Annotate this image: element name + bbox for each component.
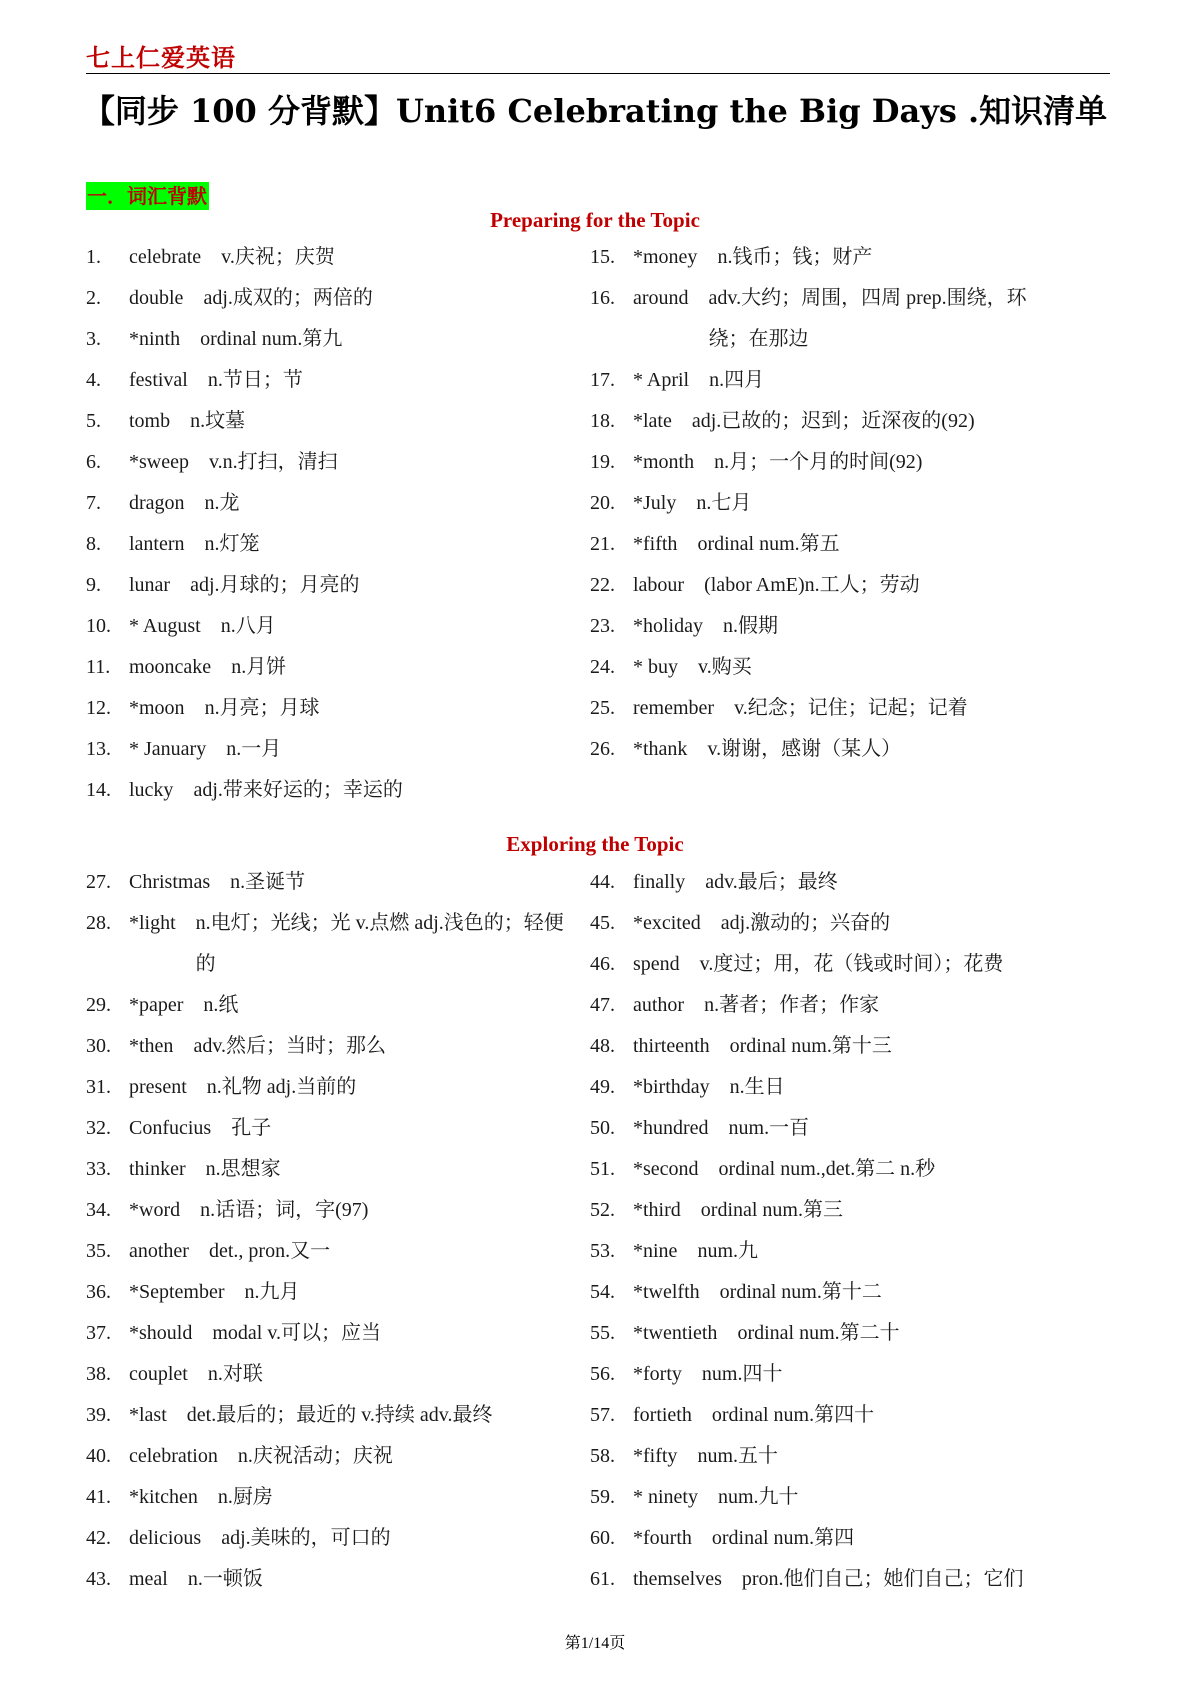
vocab-word: fortieth	[633, 1404, 692, 1426]
vocab-item	[86, 862, 566, 903]
vocab-word: celebration	[129, 1445, 218, 1467]
vocab-item	[86, 1559, 566, 1600]
vocab-item	[590, 606, 1060, 647]
vocab-word: *moon	[129, 697, 185, 719]
vocab-number: 44.	[590, 871, 615, 893]
vocab-definition: n.圣诞节	[230, 871, 306, 893]
vocab-definition: n.节日；节	[207, 369, 303, 391]
vocab-number: 49.	[590, 1076, 615, 1098]
vocab-definition: n.月；一个月的时间(92)	[714, 451, 923, 473]
vocab-item	[590, 1395, 1060, 1436]
vocab-number: 34.	[86, 1199, 111, 1221]
vocab-word: another	[129, 1240, 189, 1262]
vocab-item	[86, 1026, 566, 1067]
vocab-word: delicious	[129, 1527, 202, 1549]
vocab-item	[590, 401, 1060, 442]
vocab-definition: n.九月	[244, 1281, 300, 1303]
vocab-word: *September	[129, 1281, 225, 1303]
vocab-word: meal	[129, 1568, 168, 1590]
vocab-definition: adj.带来好运的；幸运的	[193, 779, 403, 801]
vocab-definition: n.假期	[723, 615, 778, 637]
vocab-word: *second	[633, 1158, 699, 1180]
vocab-word: mooncake	[129, 656, 212, 678]
vocab-word: *July	[633, 492, 677, 514]
vocab-definition: n.月饼	[231, 656, 287, 678]
vocab-definition: num.一百	[728, 1117, 810, 1139]
vocab-number: 29.	[86, 994, 111, 1016]
vocab-item	[86, 985, 566, 1026]
vocab-word: themselves	[633, 1568, 722, 1590]
vocab-word: thirteenth	[633, 1035, 710, 1057]
vocab-definition: ordinal num.第五	[697, 533, 840, 555]
vocab-definition: n.一顿饭	[187, 1568, 263, 1590]
vocab-definition: n.厨房	[217, 1486, 273, 1508]
vocab-definition: n.庆祝活动；庆祝	[237, 1445, 393, 1467]
vocab-number: 52.	[590, 1199, 615, 1221]
vocab-definition: n.话语；词，字(97)	[200, 1199, 369, 1221]
vocab-definition: n.思想家	[205, 1158, 281, 1180]
vocab-number: 61.	[590, 1568, 615, 1590]
vocab-number: 30.	[86, 1035, 111, 1057]
vocab-word: *should	[129, 1322, 193, 1344]
vocab-definition: n.八月	[220, 615, 276, 637]
vocab-definition: adj.已故的；迟到；近深夜的(92)	[691, 410, 975, 432]
vocab-item	[590, 944, 1060, 985]
vocab-word: spend	[633, 953, 680, 975]
vocab-word: remember	[633, 697, 715, 719]
vocab-number: 38.	[86, 1363, 111, 1385]
vocab-number: 32.	[86, 1117, 111, 1139]
vocab-definition: ordinal num.第九	[200, 328, 343, 350]
vocab-definition: modal v.可以；应当	[212, 1322, 382, 1344]
vocab-word: *then	[129, 1035, 174, 1057]
vocab-item	[86, 688, 586, 729]
vocab-item	[590, 1518, 1060, 1559]
vocab-definition: v.度过；用，花（钱或时间）；花费	[699, 953, 1004, 975]
vocab-item	[86, 729, 586, 770]
vocab-definition: adj.美味的，可口的	[221, 1527, 391, 1549]
page-number: 第1/14页	[564, 1635, 626, 1652]
vocab-number: 2.	[86, 287, 101, 309]
vocab-word: *holiday	[633, 615, 703, 637]
vocab-number: 17.	[590, 369, 615, 391]
vocab-item	[86, 1108, 566, 1149]
vocab-word: present	[129, 1076, 187, 1098]
vocab-item	[86, 1149, 566, 1190]
vocab-definition: adv.然后；当时；那么	[193, 1035, 387, 1057]
vocab-word: celebrate	[129, 246, 202, 268]
vocab-word: *fourth	[633, 1527, 692, 1549]
vocab-item	[86, 1190, 566, 1231]
document-title: 【同步 100 分背默】Unit6 Celebrating the Big Days .知识清单	[82, 92, 1108, 130]
vocab-number: 1.	[86, 246, 101, 268]
section-heading-vocabulary: 一．词汇背默	[87, 184, 207, 208]
vocab-item	[86, 647, 586, 688]
vocab-item	[86, 1436, 566, 1477]
vocab-item	[590, 729, 1060, 770]
vocab-item	[86, 442, 586, 483]
vocab-number: 51.	[590, 1158, 615, 1180]
vocab-word: *third	[633, 1199, 681, 1221]
vocab-column-left	[86, 862, 566, 1600]
vocab-item	[590, 360, 1060, 401]
vocab-item	[590, 1067, 1060, 1108]
vocab-word: finally	[633, 871, 686, 893]
vocab-item	[590, 1272, 1060, 1313]
vocab-item	[590, 1559, 1060, 1600]
vocab-word: *twelfth	[633, 1281, 700, 1303]
vocab-word: *sweep	[129, 451, 189, 473]
vocab-item	[86, 1272, 566, 1313]
vocab-item	[590, 483, 1060, 524]
vocab-number: 22.	[590, 574, 615, 596]
vocab-number: 33.	[86, 1158, 111, 1180]
vocab-word: couplet	[129, 1363, 188, 1385]
vocab-number: 28.	[86, 912, 111, 934]
vocab-definition: n.四月	[709, 369, 765, 391]
vocab-number: 59.	[590, 1486, 615, 1508]
vocab-number: 25.	[590, 697, 615, 719]
vocab-definition: num.九	[697, 1240, 758, 1262]
vocab-item	[590, 524, 1060, 565]
vocab-definition: n.钱币；钱；财产	[717, 246, 873, 268]
vocab-number: 7.	[86, 492, 101, 514]
vocab-item	[590, 237, 1060, 278]
vocab-number: 41.	[86, 1486, 111, 1508]
vocab-word: *late	[633, 410, 672, 432]
vocab-word: dragon	[129, 492, 185, 514]
vocab-word: *thank	[633, 738, 688, 760]
subsection-title-exploring: Exploring the Topic	[506, 832, 684, 856]
vocab-word: tomb	[129, 410, 171, 432]
vocab-word: *light	[129, 912, 176, 934]
vocab-item	[590, 862, 1060, 903]
vocab-item	[590, 1477, 1060, 1518]
vocab-item	[86, 606, 586, 647]
vocab-number: 14.	[86, 779, 111, 801]
vocab-word: *forty	[633, 1363, 682, 1385]
vocab-number: 23.	[590, 615, 615, 637]
vocab-number: 5.	[86, 410, 101, 432]
vocab-definition: adj.激动的；兴奋的	[720, 912, 891, 934]
vocab-word: *paper	[129, 994, 184, 1016]
vocab-word: * April	[633, 369, 690, 391]
vocab-word: *excited	[633, 912, 701, 934]
vocab-column-right	[590, 237, 1060, 770]
vocab-number: 13.	[86, 738, 111, 760]
vocab-definition: ordinal num.第四十	[711, 1404, 875, 1426]
vocab-definition: adj.月球的；月亮的	[190, 574, 360, 596]
vocab-number: 11.	[86, 656, 111, 678]
vocab-item	[86, 1477, 566, 1518]
vocab-number: 8.	[86, 533, 101, 555]
vocab-item	[86, 278, 586, 319]
vocab-definition: adj.成双的；两倍的	[203, 287, 373, 309]
vocab-item	[590, 688, 1060, 729]
vocab-number: 42.	[86, 1527, 111, 1549]
vocab-definition: n.纸	[203, 994, 239, 1016]
vocab-column-left	[86, 237, 586, 811]
vocab-item	[86, 565, 586, 606]
vocab-item	[590, 1354, 1060, 1395]
vocab-word: double	[129, 287, 184, 309]
vocab-number: 36.	[86, 1281, 111, 1303]
vocab-definition: (labor AmE)n.工人；劳动	[704, 574, 920, 596]
vocab-number: 6.	[86, 451, 101, 473]
vocab-definition: ordinal num.第三	[700, 1199, 843, 1221]
vocab-item	[590, 903, 1060, 944]
vocab-number: 20.	[590, 492, 615, 514]
vocab-item	[590, 442, 1060, 483]
vocab-number: 4.	[86, 369, 101, 391]
vocab-item	[86, 1313, 566, 1354]
vocab-definition: n.著者；作者；作家	[704, 994, 880, 1016]
vocab-definition: n.电灯；光线；光 v.点燃 adj.浅色的；轻便的	[195, 912, 564, 975]
vocab-number: 12.	[86, 697, 111, 719]
vocab-word: Confucius	[129, 1117, 212, 1139]
vocab-column-right	[590, 862, 1060, 1600]
vocab-item	[86, 360, 586, 401]
vocab-number: 48.	[590, 1035, 615, 1057]
vocab-number: 56.	[590, 1363, 615, 1385]
vocab-item	[86, 401, 586, 442]
vocab-number: 19.	[590, 451, 615, 473]
vocab-number: 37.	[86, 1322, 111, 1344]
vocab-number: 47.	[590, 994, 615, 1016]
vocab-word: around	[633, 287, 689, 309]
vocab-item	[590, 1231, 1060, 1272]
vocab-definition: n.坟墓	[190, 410, 246, 432]
vocab-definition: n.龙	[204, 492, 240, 514]
vocab-definition: det., pron.又一	[208, 1240, 331, 1262]
vocab-word: *money	[633, 246, 698, 268]
vocab-definition: num.四十	[701, 1363, 783, 1385]
vocab-word: labour	[633, 574, 685, 596]
vocab-number: 27.	[86, 871, 111, 893]
vocab-number: 18.	[590, 410, 615, 432]
vocab-item	[590, 1436, 1060, 1477]
vocab-item	[86, 1395, 566, 1436]
vocab-item	[86, 903, 566, 985]
header-label: 七上仁爱英语	[86, 43, 236, 72]
vocab-definition: ordinal num.第二十	[737, 1322, 900, 1344]
vocab-number: 9.	[86, 574, 101, 596]
vocab-item	[590, 565, 1060, 606]
vocab-number: 26.	[590, 738, 615, 760]
vocab-number: 57.	[590, 1404, 615, 1426]
vocab-word: author	[633, 994, 685, 1016]
vocab-word: *kitchen	[129, 1486, 198, 1508]
vocab-number: 58.	[590, 1445, 615, 1467]
vocab-number: 35.	[86, 1240, 111, 1262]
vocab-word: lunar	[129, 574, 171, 596]
vocab-item	[590, 647, 1060, 688]
vocab-definition: pron.他们自己；她们自己；它们	[741, 1568, 1024, 1590]
vocab-definition: v.庆祝；庆贺	[221, 246, 335, 268]
vocab-word: *last	[129, 1404, 167, 1426]
vocab-definition: num.九十	[718, 1486, 799, 1508]
vocab-number: 39.	[86, 1404, 111, 1426]
vocab-definition: v.购买	[698, 656, 752, 678]
vocab-item	[590, 1026, 1060, 1067]
vocab-number: 15.	[590, 246, 615, 268]
vocab-word: thinker	[129, 1158, 186, 1180]
vocab-word: lantern	[129, 533, 185, 555]
vocab-definition: adv.大约；周围，四周 prep.围绕，环绕；在那边	[708, 287, 1027, 350]
vocab-item	[86, 1354, 566, 1395]
vocab-number: 10.	[86, 615, 111, 637]
header-rule	[86, 73, 1110, 74]
vocab-definition: n.生日	[729, 1076, 785, 1098]
vocab-number: 24.	[590, 656, 615, 678]
vocab-number: 16.	[590, 287, 615, 309]
vocab-item	[590, 985, 1060, 1026]
vocab-word: *month	[633, 451, 695, 473]
vocab-number: 3.	[86, 328, 101, 350]
vocab-item	[86, 319, 586, 360]
vocab-word: *ninth	[129, 328, 181, 350]
vocab-word: * ninety	[633, 1486, 698, 1508]
vocab-definition: num.五十	[697, 1445, 778, 1467]
vocab-item	[590, 1313, 1060, 1354]
vocab-definition: adv.最后；最终	[705, 871, 838, 893]
vocab-number: 21.	[590, 533, 615, 555]
vocab-definition: n.灯笼	[204, 533, 260, 555]
vocab-item	[590, 1108, 1060, 1149]
vocab-number: 53.	[590, 1240, 615, 1262]
vocab-word: *birthday	[633, 1076, 710, 1098]
vocab-definition: v.n.打扫，清扫	[208, 451, 338, 473]
vocab-number: 31.	[86, 1076, 111, 1098]
vocab-word: Christmas	[129, 871, 211, 893]
vocab-word: *twentieth	[633, 1322, 718, 1344]
vocab-item	[86, 483, 586, 524]
vocab-word: *fifty	[633, 1445, 678, 1467]
subsection-title-preparing: Preparing for the Topic	[490, 208, 700, 232]
vocab-definition: ordinal num.第十二	[719, 1281, 882, 1303]
vocab-item	[590, 1190, 1060, 1231]
vocab-definition: ordinal num.第四	[711, 1527, 855, 1549]
vocab-item	[590, 1149, 1060, 1190]
vocab-definition: n.七月	[696, 492, 752, 514]
vocab-word: *nine	[633, 1240, 678, 1262]
vocab-item	[86, 1518, 566, 1559]
vocab-word: * buy	[633, 656, 678, 678]
vocab-number: 55.	[590, 1322, 615, 1344]
vocab-item	[86, 237, 586, 278]
vocab-number: 50.	[590, 1117, 615, 1139]
vocab-item	[86, 1067, 566, 1108]
vocab-item	[86, 1231, 566, 1272]
vocab-definition: v.纪念；记住；记起；记着	[734, 697, 968, 719]
vocab-word: * August	[129, 615, 201, 637]
vocab-item	[86, 524, 586, 565]
vocab-definition: ordinal num.,det.第二 n.秒	[718, 1158, 936, 1180]
vocab-word: *word	[129, 1199, 181, 1221]
vocab-word: festival	[129, 369, 188, 391]
vocab-number: 45.	[590, 912, 615, 934]
vocab-definition: n.月亮；月球	[204, 697, 320, 719]
vocab-word: lucky	[129, 779, 174, 801]
vocab-item	[86, 770, 586, 811]
vocab-word: * January	[129, 738, 207, 760]
vocab-number: 40.	[86, 1445, 111, 1467]
vocab-number: 43.	[86, 1568, 111, 1590]
vocab-item	[590, 278, 1060, 360]
vocab-word: *fifth	[633, 533, 678, 555]
vocab-definition: det.最后的；最近的 v.持续 adv.最终	[186, 1404, 493, 1426]
vocab-number: 54.	[590, 1281, 615, 1303]
vocab-definition: ordinal num.第十三	[729, 1035, 892, 1057]
vocab-word: *hundred	[633, 1117, 709, 1139]
vocab-number: 60.	[590, 1527, 615, 1549]
vocab-definition: n.礼物 adj.当前的	[206, 1076, 357, 1098]
vocab-definition: v.谢谢，感谢（某人）	[707, 738, 902, 760]
vocab-definition: 孔子	[231, 1117, 272, 1139]
vocab-definition: n.对联	[207, 1363, 263, 1385]
vocab-definition: n.一月	[226, 738, 282, 760]
vocab-number: 46.	[590, 953, 615, 975]
